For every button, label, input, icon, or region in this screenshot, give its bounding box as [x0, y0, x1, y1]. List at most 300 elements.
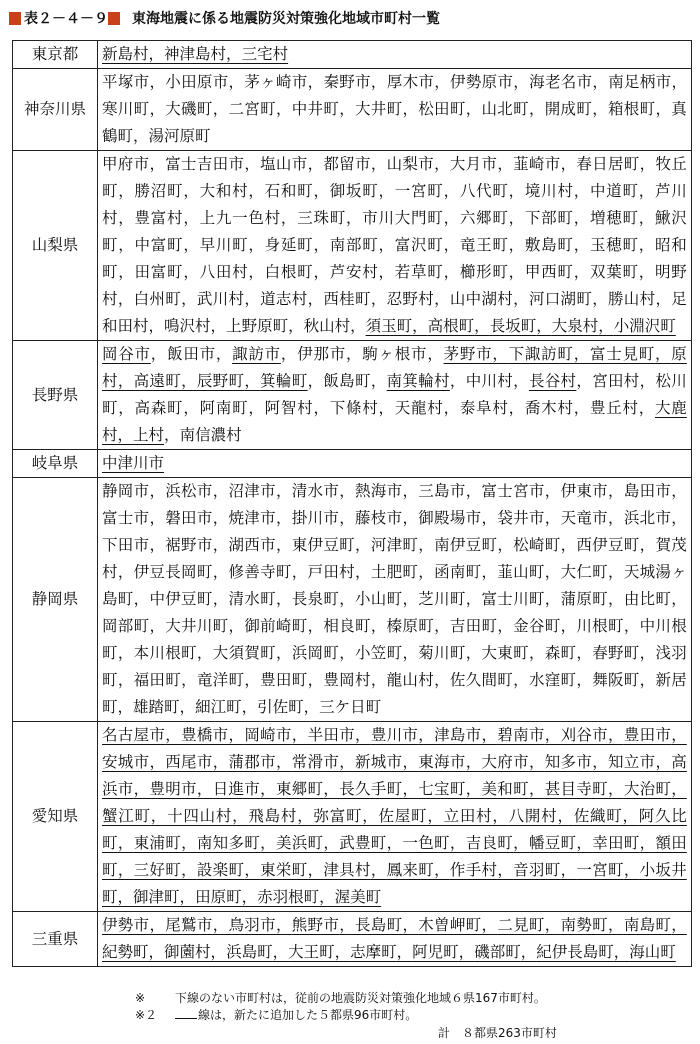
municipality-name: 尾鷲市 [165, 916, 213, 934]
municipality-name: 清水市 [291, 482, 340, 500]
municipality-name: 長坂町 [489, 317, 537, 335]
municipality-name: 秋山村 [303, 317, 351, 335]
municipality-name: 修善寺町 [228, 563, 292, 581]
municipality-name: 佐織町 [573, 807, 623, 825]
municipality-name: 増穂町 [589, 209, 639, 227]
table-number: 表２－４－９ [24, 11, 108, 27]
municipality-name: 豊富村 [134, 209, 184, 227]
municipality-name: 戸田村 [307, 563, 355, 581]
municipality-name: 御殿場市 [418, 509, 482, 527]
municipality-name: 武豊町 [339, 834, 387, 852]
municipality-name: 大須賀町 [212, 644, 276, 662]
municipality-name: 小淵沢町 [613, 317, 676, 335]
municipality-name: 本川根町 [133, 644, 197, 662]
municipality-name: 浜松市 [165, 482, 213, 500]
prefecture-cell: 長野県 [13, 341, 98, 450]
municipality-name: 浜北市 [623, 509, 672, 527]
municipality-name: 幸田町 [592, 834, 640, 852]
municipality-name: 中川根町 [102, 617, 687, 662]
municipality-name: 八田村 [199, 263, 249, 281]
municipality-name: 小田原市 [165, 73, 229, 91]
square-bullet-icon [9, 12, 21, 25]
municipality-name: 天龍村 [394, 399, 444, 417]
municipality-name: 茅ヶ崎市 [244, 73, 308, 91]
prefecture-cell: 三重県 [13, 912, 98, 967]
municipality-name: 玉穂町 [589, 236, 639, 254]
municipality-name: 大東町 [481, 644, 529, 662]
municipality-name: 白根町 [264, 263, 314, 281]
table-row [13, 450, 692, 478]
municipality-name: 身延町 [264, 236, 314, 254]
municipality-name: 小山町 [355, 590, 403, 608]
municipalities-cell: 岡谷市，飯田市，諏訪市，伊那市，駒ヶ根市，茅野市，下諏訪町，富士見町，原村，高遠町，辰野町，箕輪町，飯島町，南箕輪村，中川村，長谷村，宮田村，松川町，高森町，阿南町，阿智村，下條村，天龍村，泰阜村，喬木村，豊丘村，大鹿村，上村，南信濃村 [98, 341, 692, 450]
municipality-name: 飯田市 [167, 345, 216, 363]
municipalities-cell: 甲府市，富士吉田市，塩山市，都留市，山梨市，大月市，韮崎市，春日居町，牧丘町，勝沼町，大和村，石和町，御坂町，一宮町，八代町，境川村，中道町，芦川村，豊富村，上九一色村，三珠町，市川大門町，六郷町，下部町，増穂町，鰍沢町，中富町，早川町，身延町，南部町，富沢町，竜王町，敷島町，玉穂町，昭和町，田富町，八田村，白根町，芦安村，若草町，櫛形町，甲西町，双葉町，明野村，白州町，武川村，道志村，西桂町，忍野村，山中湖村，河口湖町，勝山村，足和田村，鳴沢村，上野原町，秋山村，須玉町，高根町，長坂町，大泉村，小淵沢町 [98, 151, 692, 341]
municipality-name: 浜島町 [226, 943, 273, 961]
municipality-name: 天竜市 [560, 509, 608, 527]
municipality-name: 韮崎市 [513, 155, 561, 173]
municipality-name: 裾野市 [165, 536, 213, 554]
municipality-name: 半田市 [307, 726, 355, 744]
municipality-name: 大仁町 [560, 563, 608, 581]
municipality-name: 忍野村 [386, 290, 435, 308]
municipality-name: 高森町 [134, 399, 184, 417]
municipality-name: 沼津市 [228, 482, 276, 500]
municipality-name: 島田市 [623, 482, 672, 500]
municipality-name: 駒ヶ根市 [362, 345, 428, 363]
municipality-name: 熱海市 [355, 482, 403, 500]
underline-sample [175, 1008, 197, 1019]
municipality-name: 河津町 [370, 536, 419, 554]
municipality-name: 松田町 [418, 100, 466, 118]
municipality-name: 蒲郡市 [228, 753, 276, 771]
municipality-name: 南伊豆町 [434, 536, 498, 554]
municipality-name: 下部町 [524, 209, 574, 227]
municipality-name: 牧丘町 [102, 155, 687, 200]
municipality-name: 二見町 [497, 916, 545, 934]
municipality-name: 菊川町 [418, 644, 466, 662]
municipality-name: 龍山村 [386, 671, 435, 689]
municipality-name: 甲西町 [524, 263, 574, 281]
municipality-name: 足和田村 [102, 290, 687, 335]
municipality-name: 二宮町 [228, 100, 276, 118]
municipality-name: 豊岡村 [323, 671, 371, 689]
municipality-name: 都留市 [323, 155, 371, 173]
municipality-name: 中伊豆町 [149, 590, 213, 608]
municipality-name: 作手村 [449, 861, 498, 879]
municipality-name: 富士吉田市 [165, 155, 245, 173]
municipality-name: 富士宮市 [481, 482, 545, 500]
municipality-name: 山梨市 [386, 155, 435, 173]
note-1-text: 下線のない市町村は，従前の地震防災対策強化地域６県167市町村。 [175, 991, 546, 1005]
municipality-name: 中川村 [465, 372, 514, 390]
municipality-name: 南知多町 [196, 834, 261, 852]
municipality-name: 昭和町 [102, 236, 687, 281]
municipality-name: 由比町 [623, 590, 672, 608]
municipality-name: 金谷町 [513, 617, 561, 635]
municipality-name: 東海市 [418, 753, 466, 771]
note-1-mark: ※ [135, 991, 146, 1005]
municipality-name: 阿智村 [264, 399, 314, 417]
municipality-name: 富士見町 [589, 345, 656, 363]
municipality-name: 芝川町 [418, 590, 466, 608]
municipality-name: 中井町 [291, 100, 340, 118]
municipality-name: 山北町 [481, 100, 529, 118]
municipality-name: 茅野市 [443, 345, 493, 363]
municipality-name: 松崎町 [513, 536, 561, 554]
municipality-name: 常滑市 [291, 753, 340, 771]
municipality-name: 箕輪町 [260, 372, 308, 390]
municipality-name: 西伊豆町 [576, 536, 640, 554]
municipality-name: 水窪町 [528, 671, 577, 689]
municipality-table [12, 40, 692, 967]
municipality-name: 海老名市 [529, 73, 593, 91]
municipality-name: 十四山村 [167, 807, 233, 825]
municipality-name: 福田町 [133, 671, 182, 689]
municipality-name: 知多市 [544, 753, 593, 771]
municipality-name: 静岡市 [102, 482, 150, 500]
table-row [13, 41, 692, 69]
municipality-name: 松川町 [102, 372, 687, 417]
municipality-name: 阿久比町 [102, 807, 687, 852]
municipality-name: 三珠町 [297, 209, 346, 227]
municipality-name: 鳴沢村 [164, 317, 211, 335]
municipality-name: 鳳来町 [386, 861, 435, 879]
municipality-name: 豊丘村 [589, 399, 639, 417]
table-row [13, 478, 692, 722]
municipality-name: 大鹿村 [102, 399, 687, 444]
municipality-name: 焼津市 [228, 509, 276, 527]
municipality-name: 豊川市 [370, 726, 419, 744]
municipality-name: 三ケ日町 [319, 698, 382, 716]
prefecture-cell: 山梨県 [13, 151, 98, 341]
municipality-name: 河口湖町 [528, 290, 593, 308]
municipality-name: 伊勢市 [102, 916, 150, 934]
municipalities-cell: 平塚市，小田原市，茅ヶ崎市，秦野市，厚木市，伊勢原市，海老名市，南足柄市，寒川町，大磯町，二宮町，中井町，大井町，松田町，山北町，開成町，箱根町，真鶴町，湯河原町 [98, 69, 692, 151]
municipality-name: 八開村 [508, 807, 558, 825]
municipalities-cell [98, 450, 692, 478]
municipality-name: 引佐町 [257, 698, 304, 716]
municipality-name: 函南町 [434, 563, 482, 581]
note-2-text: 線は，新たに追加した５都県96市町村。 [198, 1008, 418, 1022]
municipality-name: 勝山村 [608, 290, 656, 308]
municipality-name: 鰍沢町 [102, 209, 687, 254]
municipality-name: 三島市 [418, 482, 466, 500]
municipality-name: 額田町 [102, 834, 687, 879]
municipality-name: 三好町 [133, 861, 182, 879]
municipality-name: 木曽岬町 [418, 916, 482, 934]
municipality-name: 大井町 [355, 100, 403, 118]
municipality-name: 藤枝市 [355, 509, 403, 527]
municipality-name: 明野村 [102, 263, 687, 308]
municipality-name: 厚木市 [386, 73, 435, 91]
municipality-name: 西尾市 [165, 753, 213, 771]
municipality-name: 大王町 [288, 943, 335, 961]
municipality-name: 諏訪市 [232, 345, 281, 363]
municipality-name: 小坂井町 [102, 861, 687, 906]
municipality-name: 豊橋市 [181, 726, 229, 744]
municipality-name: 喬木村 [524, 399, 574, 417]
municipality-name: 豊田市 [623, 726, 672, 744]
municipality-name: 富沢町 [394, 236, 444, 254]
municipality-name: 西桂町 [323, 290, 371, 308]
municipality-name: 泰阜村 [459, 399, 509, 417]
municipality-name: 音羽町 [513, 861, 561, 879]
municipality-name: 細江町 [195, 698, 242, 716]
municipality-name: 境川村 [524, 182, 574, 200]
municipality-name: 高根町 [427, 317, 475, 335]
municipality-name: 甲府市 [102, 155, 150, 173]
municipality-name: 清水町 [228, 590, 276, 608]
municipality-name: 山中湖村 [449, 290, 514, 308]
table-row [13, 69, 692, 151]
municipality-name: 下條村 [329, 399, 379, 417]
municipality-name: 南勢町 [560, 916, 608, 934]
municipality-name: 小笠町 [355, 644, 403, 662]
municipality-name: 豊明市 [149, 780, 197, 798]
municipality-name: 浅羽町 [102, 644, 687, 689]
municipality-name: 東伊豆町 [291, 536, 355, 554]
prefecture-cell: 愛知県 [13, 722, 98, 912]
municipality-name: 赤羽根町 [257, 888, 320, 906]
municipality-name: 磯部町 [474, 943, 521, 961]
municipality-name: 弥富町 [313, 807, 363, 825]
municipality-name: 賀茂村 [102, 536, 687, 581]
municipality-name: 七宝町 [418, 780, 466, 798]
municipality-name: 東栄町 [260, 861, 308, 879]
municipality-name: 神津島村 [164, 45, 227, 63]
municipality-name: 石和町 [264, 182, 314, 200]
municipality-name: 長久手町 [339, 780, 403, 798]
municipality-name: 袋井市 [497, 509, 545, 527]
municipality-name: 塩山市 [260, 155, 308, 173]
municipality-name: 紀伊長島町 [536, 943, 614, 961]
municipality-name: 岡崎市 [244, 726, 292, 744]
municipality-name: 浜岡町 [291, 644, 340, 662]
municipality-name: 蟹江町 [102, 807, 151, 825]
municipality-name: 竜洋町 [196, 671, 245, 689]
municipality-name: 若草町 [394, 263, 444, 281]
note-2-mark: ※２ [135, 1008, 158, 1022]
note-2 [135, 1006, 417, 1023]
municipality-name: 南箕輪村 [386, 372, 450, 390]
municipality-name: 上九一色村 [199, 209, 281, 227]
municipality-name: 新城市 [355, 753, 403, 771]
municipality-name: 立田村 [443, 807, 493, 825]
municipality-name: 高遠町 [133, 372, 182, 390]
municipality-name: 吉田町 [449, 617, 498, 635]
municipality-name: 早川町 [199, 236, 249, 254]
municipality-name: 伊那市 [297, 345, 346, 363]
municipalities-cell: 伊勢市，尾鷲市，鳥羽市，熊野市，長島町，木曽岬町，二見町，南勢町，南島町，紀勢町，御薗村，浜島町，大王町，志摩町，阿児町，磯部町，紀伊長島町，海山町 [98, 912, 692, 967]
municipality-name: 箱根町 [608, 100, 656, 118]
municipality-name: 津島市 [434, 726, 482, 744]
municipality-name: 春日居町 [576, 155, 640, 173]
municipality-name: 舞阪町 [592, 671, 640, 689]
municipality-name: 川根町 [576, 617, 624, 635]
municipality-name: 岡谷市 [102, 345, 151, 363]
municipality-name: 下田市 [102, 536, 150, 554]
municipality-name: 秦野市 [323, 73, 371, 91]
municipality-name: 美浜町 [275, 834, 324, 852]
municipality-name: 中富町 [134, 236, 184, 254]
municipality-name: 湖西市 [228, 536, 276, 554]
municipality-name: 辰野町 [196, 372, 245, 390]
municipality-name: 吉良町 [465, 834, 514, 852]
municipality-name: 一宮町 [576, 861, 624, 879]
municipality-name: 御薗村 [164, 943, 211, 961]
note-1 [135, 989, 546, 1006]
municipality-name: 勝沼町 [134, 182, 184, 200]
municipality-name: 大井川町 [165, 617, 229, 635]
municipality-name: 榛原町 [386, 617, 435, 635]
municipality-name: 富士市 [102, 509, 150, 527]
table-row [13, 912, 692, 967]
municipality-name: 相良町 [323, 617, 371, 635]
municipality-name: 碧南市 [497, 726, 545, 744]
municipality-name: 森町 [544, 644, 577, 662]
municipality-name: 刈谷市 [560, 726, 608, 744]
municipality-name: 渥美町 [334, 888, 382, 906]
municipality-name: 平塚市 [102, 73, 150, 91]
municipality-name: 土肥町 [370, 563, 419, 581]
municipality-name: 幡豆町 [528, 834, 577, 852]
table-title: 東海地震に係る地震防災対策強化地域市町村一覧 [132, 11, 440, 27]
municipality-name: 東浦町 [133, 834, 182, 852]
municipality-name: 御津町 [133, 888, 180, 906]
municipality-name: 飯島町 [323, 372, 371, 390]
municipality-name: 長島町 [355, 916, 403, 934]
prefecture-cell: 静岡県 [13, 478, 98, 722]
municipality-name: 竜王町 [459, 236, 509, 254]
municipality-name: 寒川町 [102, 100, 150, 118]
municipality-name: 豊田町 [260, 671, 308, 689]
municipality-name: 長泉町 [291, 590, 340, 608]
municipality-name: 掛川市 [291, 509, 340, 527]
table-row [13, 151, 692, 341]
square-bullet-icon [108, 12, 120, 25]
municipalities-cell: 新島村，神津島村，三宅村 [98, 41, 692, 69]
municipality-name: 名古屋市 [102, 726, 166, 744]
municipality-name: 阿児町 [412, 943, 459, 961]
municipality-name: 宮田村 [592, 372, 640, 390]
municipality-name: 六郷町 [459, 209, 509, 227]
municipality-name: 紀勢町 [102, 943, 149, 961]
municipality-name: 知立市 [608, 753, 656, 771]
municipality-name: 一色町 [402, 834, 450, 852]
municipality-name: 大泉村 [551, 317, 599, 335]
municipality-name: 敷島町 [524, 236, 574, 254]
municipality-name: 韮山町 [497, 563, 545, 581]
total-count: 計 ８都県263市町村 [438, 1026, 557, 1040]
municipality-name: 伊豆長岡町 [133, 563, 213, 581]
municipality-name: 南足柄市 [608, 73, 672, 91]
municipality-name: 佐久間町 [449, 671, 514, 689]
municipality-name: 天城湯ヶ島町 [102, 563, 687, 608]
municipality-name: 磐田市 [165, 509, 213, 527]
municipality-name: 設楽町 [196, 861, 245, 879]
table-body [13, 41, 692, 967]
municipality-name: 道志村 [260, 290, 308, 308]
municipality-name: 市川大門町 [362, 209, 444, 227]
municipality-name: 下諏訪町 [508, 345, 574, 363]
municipality-name: 津具村 [323, 861, 371, 879]
municipality-name: 大治町 [623, 780, 672, 798]
municipality-name: 高浜市 [102, 753, 687, 798]
municipality-name: 御坂町 [329, 182, 379, 200]
municipality-name: 田富町 [134, 263, 184, 281]
municipality-name: 志摩町 [350, 943, 397, 961]
municipality-name: 湯河原町 [148, 127, 211, 145]
municipality-name: 飛島村 [248, 807, 298, 825]
municipality-name: 新島村 [102, 45, 149, 63]
table-header [9, 5, 440, 31]
municipality-name: 日進市 [212, 780, 261, 798]
municipality-name: 一宮町 [394, 182, 444, 200]
municipality-name: 南島町 [623, 916, 672, 934]
municipality-name: 田原町 [195, 888, 242, 906]
municipality-name: 伊東市 [560, 482, 608, 500]
municipality-name: 新居町 [102, 671, 687, 716]
municipality-name: 甚目寺町 [544, 780, 608, 798]
municipality-name: 須玉町 [365, 317, 413, 335]
municipality-name: 白州町 [133, 290, 182, 308]
municipality-name: 芦川村 [102, 182, 687, 227]
municipalities-cell: 静岡市，浜松市，沼津市，清水市，熱海市，三島市，富士宮市，伊東市，島田市，富士市，磐田市，焼津市，掛川市，藤枝市，御殿場市，袋井市，天竜市，浜北市，下田市，裾野市，湖西市，東伊豆町，河津町，南伊豆町，松崎町，西伊豆町，賀茂村，伊豆長岡町，修善寺町，戸田村，土肥町，函南町，韮山町，大仁町，天城湯ヶ島町，中伊豆町，清水町，長泉町，小山町，芝川町，富士川町，蒲原町，由比町，岡部町，大井川町，御前崎町，相良町，榛原町，吉田町，金谷町，川根町，中川根町，本川根町，大須賀町，浜岡町，小笠町，菊川町，大東町，森町，春野町，浅羽町，福田町，竜洋町，豊田町，豊岡村，龍山村，佐久間町，水窪町，舞阪町，新居町，雄踏町，細江町，引佐町，三ケ日町 [98, 478, 692, 722]
municipality-name: 長谷村 [528, 372, 577, 390]
municipality-name: 熊野市 [291, 916, 340, 934]
municipality-name: 春野町 [592, 644, 640, 662]
municipality-name: 海山町 [629, 943, 676, 961]
prefecture-cell: 東京都 [13, 41, 98, 69]
prefecture-cell: 神奈川県 [13, 69, 98, 151]
municipality-name: 中津川市 [102, 454, 165, 472]
municipality-name: 大磯町 [165, 100, 213, 118]
municipality-name: 原村 [102, 345, 687, 390]
municipality-name: 大月市 [449, 155, 498, 173]
municipality-name: 南部町 [329, 236, 379, 254]
municipality-name: 伊勢原市 [450, 73, 514, 91]
municipality-name: 阿南町 [199, 399, 249, 417]
municipality-name: 双葉町 [589, 263, 639, 281]
municipality-name: 富士川町 [481, 590, 545, 608]
municipality-name: 蒲原町 [560, 590, 608, 608]
municipality-name: 南信濃村 [179, 426, 242, 444]
prefecture-cell: 岐阜県 [13, 450, 98, 478]
municipality-name: 三宅村 [241, 45, 289, 63]
municipality-name: 岡部町 [102, 617, 150, 635]
table-row [13, 341, 692, 450]
municipality-name: 大和村 [199, 182, 249, 200]
municipality-name: 八代町 [459, 182, 509, 200]
table-row [13, 722, 692, 912]
municipality-name: 中道町 [589, 182, 639, 200]
municipalities-cell: 名古屋市，豊橋市，岡崎市，半田市，豊川市，津島市，碧南市，刈谷市，豊田市，安城市，西尾市，蒲郡市，常滑市，新城市，東海市，大府市，知多市，知立市，高浜市，豊明市，日進市，東郷町，長久手町，七宝町，美和町，甚目寺町，大治町，蟹江町，十四山村，飛島村，弥富町，佐屋町，立田村，八開村，佐織町，阿久比町，東浦町，南知多町，美浜町，武豊町，一色町，吉良町，幡豆町，幸田町，額田町，三好町，設楽町，東栄町，津具村，鳳来町，作手村，音羽町，一宮町，小坂井町，御津町，田原町，赤羽根町，渥美町 [98, 722, 692, 912]
municipality-name: 東郷町 [275, 780, 324, 798]
municipality-name: 真鶴町 [102, 100, 687, 145]
municipality-name: 櫛形町 [459, 263, 509, 281]
municipality-name: 開成町 [544, 100, 593, 118]
municipality-name: 大府市 [481, 753, 529, 771]
municipality-name: 武川村 [196, 290, 245, 308]
municipality-name: 鳥羽市 [228, 916, 276, 934]
municipality-name: 安城市 [102, 753, 150, 771]
municipality-name: 上村 [133, 426, 165, 444]
municipality-name: 美和町 [481, 780, 529, 798]
municipality-name: 芦安村 [329, 263, 379, 281]
municipality-name: 御前崎町 [244, 617, 308, 635]
municipality-name: 雄踏町 [133, 698, 180, 716]
